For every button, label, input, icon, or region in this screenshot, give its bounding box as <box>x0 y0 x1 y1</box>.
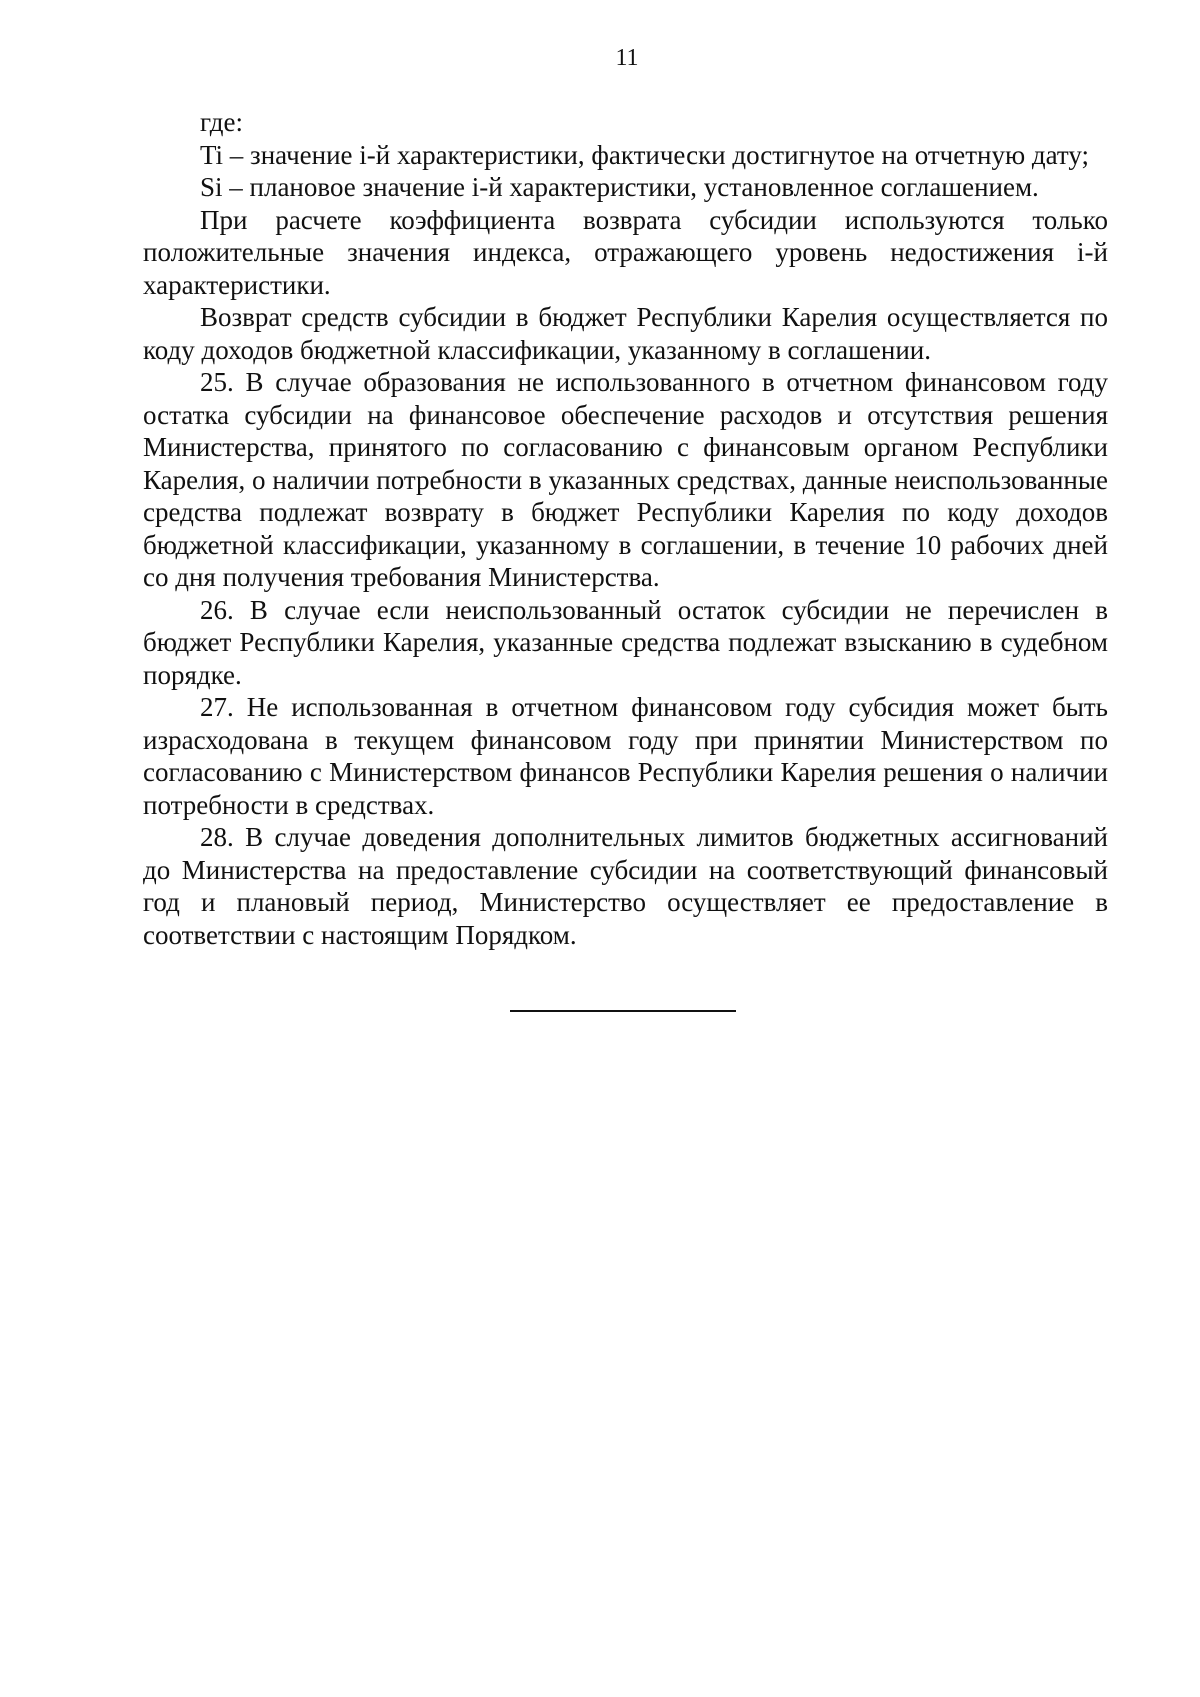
paragraph-item-27: 27. Не использованная в отчетном финансовом году субсидия может быть израсходована в текущем финансовом году при принятии Министерством по согласованию с Министерством финансов Республики Карелия решения о наличии потребности в средствах. <box>143 692 1108 820</box>
paragraph-si-definition: Si – плановое значение i-й характеристики, установленное соглашением. <box>200 172 1039 202</box>
paragraph-ti-definition: Ti – значение i-й характеристики, фактически достигнутое на отчетную дату; <box>200 139 1090 170</box>
document-body <box>143 106 1108 951</box>
paragraph-item-25: 25. В случае образования не использованного в отчетном финансовом году остатка субсидии на финансовое обеспечение расходов и отсутствия решения Министерства, принятого по согласованию с финансовым органом Республики Карелия, о наличии потребности в указанных средствах, данные неиспользованные средства подлежат возврату в бюджет Республики Карелия по коду доходов бюджетной классификации, указанному в соглашении, в течение 10 рабочих дней со дня получения требования Министерства. <box>143 367 1108 592</box>
paragraph-where: где: <box>200 107 243 137</box>
paragraph-coefficient-calculation: При расчете коэффициента возврата субсидии используются только положительные значения индекса, отражающего уровень недостижения i-й характеристики. <box>143 204 1108 300</box>
end-divider-line <box>510 1010 736 1012</box>
page-number: 11 <box>615 45 639 71</box>
paragraph-item-26: 26. В случае если неиспользованный остаток субсидии не перечислен в бюджет Республики Карелия, указанные средства подлежат взысканию в судебном порядке. <box>143 594 1108 690</box>
paragraph-item-28: 28. В случае доведения дополнительных лимитов бюджетных ассигнований до Министерства на предоставление субсидии на соответствующий финансовый год и плановый период, Министерство осуществляет ее предоставление в соответствии с настоящим Порядком. <box>143 822 1108 950</box>
paragraph-subsidy-return: Возврат средств субсидии в бюджет Республики Карелия осуществляется по коду доходов бюджетной классификации, указанному в соглашении. <box>143 302 1108 365</box>
